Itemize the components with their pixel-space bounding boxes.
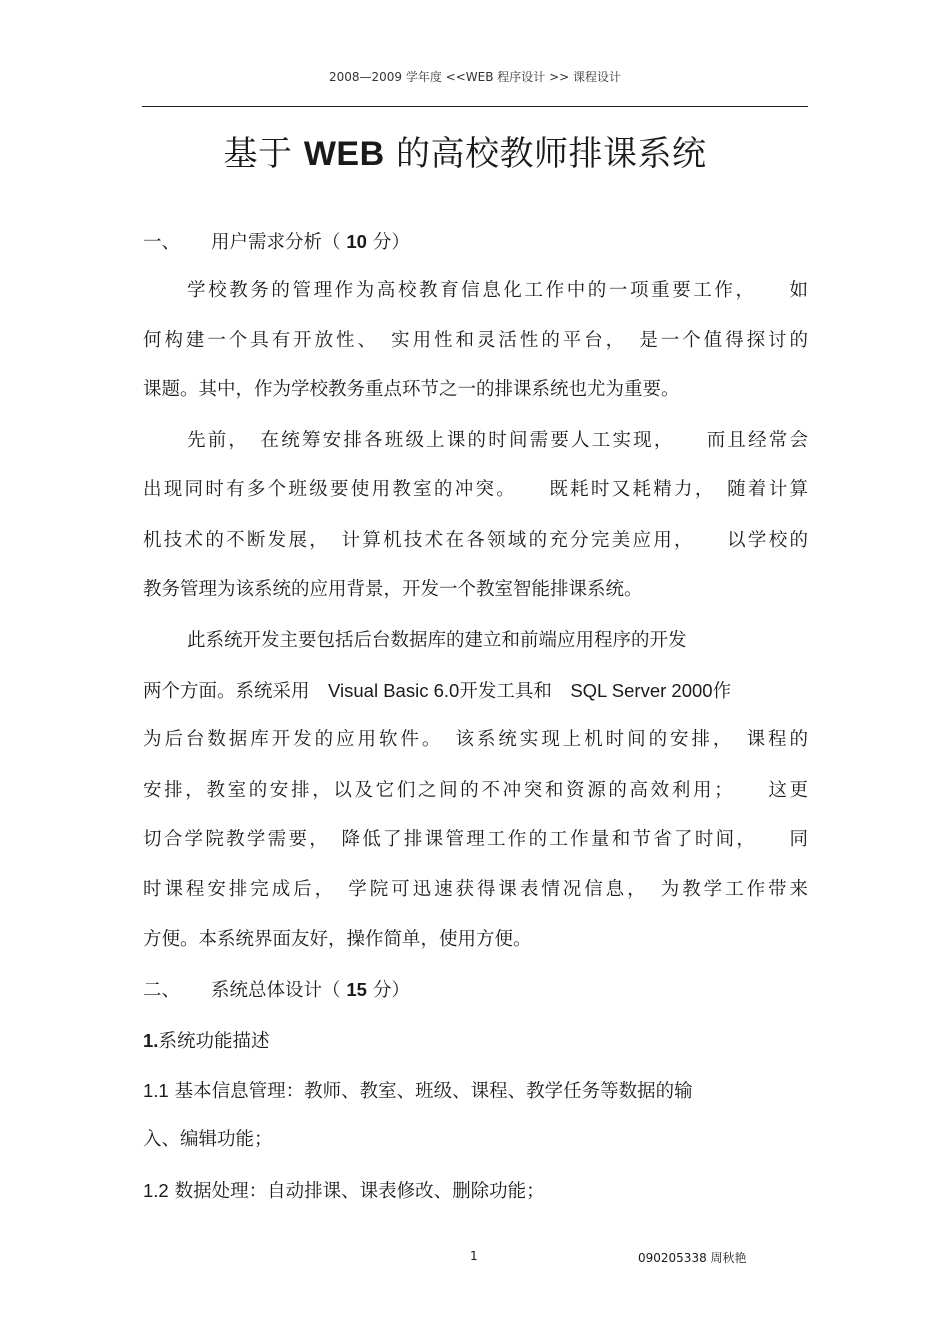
para1-line-2: 何构建一个具有开放性、 实用性和灵活性的平台， 是一个值得探讨的	[143, 330, 808, 351]
section-2-suffix: 分）	[366, 980, 410, 1001]
page-number: 1	[470, 1249, 478, 1263]
section-1-heading	[143, 228, 808, 256]
para1-line-1: 学校教务的管理作为高校教育信息化工作中的一项重要工作， 如	[187, 280, 808, 301]
section-1-label: 用户需求分析（	[211, 232, 347, 253]
para3-line-2-e: 作	[712, 681, 732, 702]
item-1-1-line-2: 入、编辑功能；	[143, 1129, 273, 1150]
page-header: 2008—2009 学年度 <<WEB 程序设计 >> 课程设计	[328, 70, 622, 84]
section-1-score: 10	[346, 231, 367, 252]
section-2-score: 15	[346, 979, 367, 1000]
sql-server-text: SQL Server 2000	[570, 680, 713, 701]
item-1-1-number: 1.1	[143, 1080, 169, 1101]
section-1-number: 一、	[143, 232, 181, 253]
item-1-1-text: 基本信息管理：教师、教室、班级、课程、教学任务等数据的输	[168, 1081, 693, 1102]
para2-line-2: 出现同时有多个班级要使用教室的冲突。 既耗时又耗精力， 随着计算	[143, 479, 808, 500]
para3-line-5: 切合学院教学需要， 降低了排课管理工作的工作量和节省了时间， 同	[143, 829, 808, 850]
item-1-2-number: 1.2	[143, 1180, 169, 1201]
subsection-1-heading	[143, 1027, 808, 1055]
vb-text: Visual Basic 6.0	[328, 680, 460, 701]
para3-line-7: 方便。本系统界面友好，操作简单，使用方便。	[143, 929, 532, 950]
header-rule	[142, 106, 808, 107]
title-suffix: 的高校教师排课系统	[384, 134, 707, 174]
para3-line-2	[143, 677, 808, 705]
title-prefix: 基于	[223, 134, 304, 174]
para2-line-4: 教务管理为该系统的应用背景，开发一个教室智能排课系统。	[143, 579, 643, 600]
para1-line-3: 课题。其中，作为学校教务重点环节之一的排课系统也尤为重要。	[143, 379, 680, 400]
para3-line-1: 此系统开发主要包括后台数据库的建立和前端应用程序的开发	[187, 630, 687, 651]
section-2-label: 系统总体设计（	[211, 980, 347, 1001]
para3-line-2-c: 开发工具和	[459, 681, 571, 702]
para3-line-2-a: 两个方面。系统采用	[143, 681, 329, 702]
para2-line-1: 先前， 在统筹安排各班级上课的时间需要人工实现， 而且经常会	[187, 430, 808, 451]
author-id: 090205338 周秋艳	[638, 1251, 747, 1265]
section-2-heading	[143, 976, 808, 1004]
document-title	[0, 126, 930, 175]
para3-line-4: 安排，教室的安排，以及它们之间的不冲突和资源的高效利用； 这更	[143, 780, 808, 801]
para3-line-3: 为后台数据库开发的应用软件。 该系统实现上机时间的安排， 课程的	[143, 729, 808, 750]
section-1-suffix: 分）	[366, 232, 410, 253]
item-1-2-text: 数据处理：自动排课、课表修改、删除功能；	[168, 1181, 545, 1202]
title-web: WEB	[303, 135, 385, 173]
subsection-1-text: 系统功能描述	[158, 1031, 270, 1052]
subsection-1-number: 1.	[143, 1030, 159, 1051]
section-2-number: 二、	[143, 980, 181, 1001]
item-1-1-line-1	[143, 1077, 808, 1105]
para2-line-3: 机技术的不断发展， 计算机技术在各领域的充分完美应用， 以学校的	[143, 530, 808, 551]
item-1-2-line-1	[143, 1177, 808, 1205]
para3-line-6: 时课程安排完成后， 学院可迅速获得课表情况信息， 为教学工作带来	[143, 879, 808, 900]
